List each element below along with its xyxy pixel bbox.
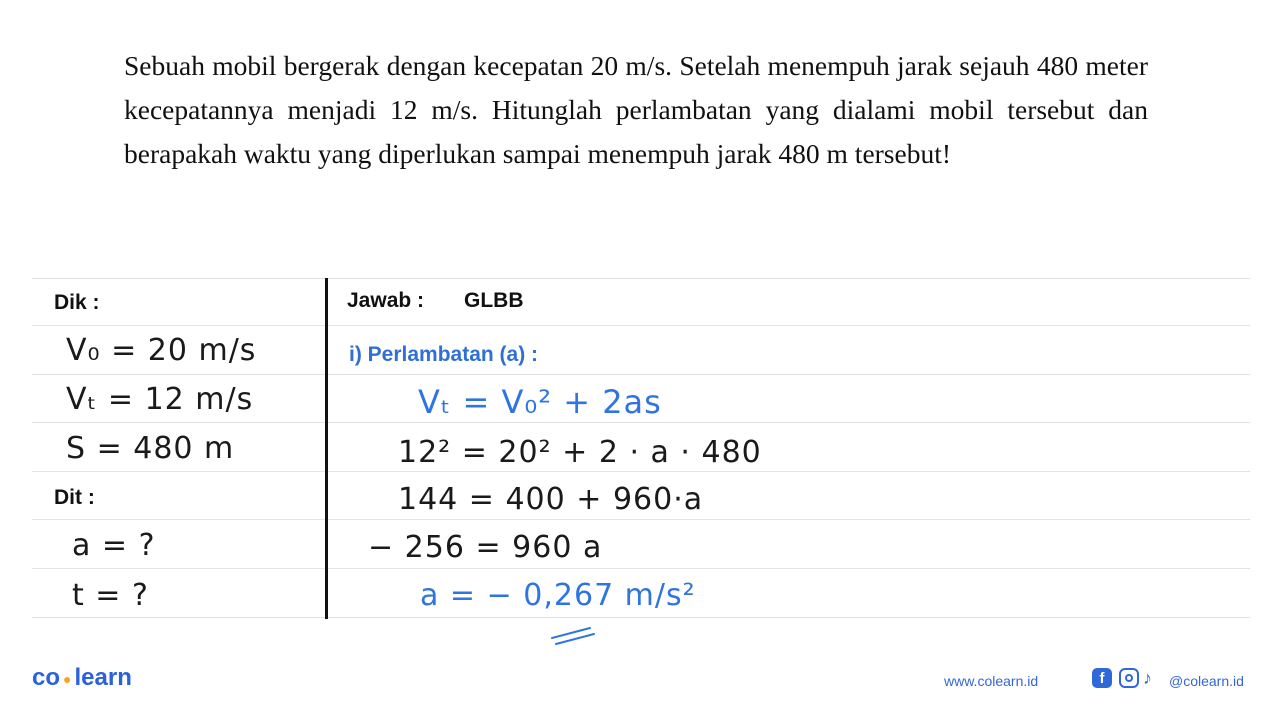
- logo-left-text: co: [32, 664, 61, 691]
- table-rule: [32, 325, 1250, 326]
- instagram-icon[interactable]: [1119, 668, 1139, 688]
- asked-t: t = ?: [72, 578, 149, 613]
- formula-step-2: 12² = 20² + 2 · a · 480: [398, 435, 762, 470]
- logo-dot-icon: ●: [63, 670, 72, 687]
- known-label: Dik :: [54, 291, 100, 314]
- formula-step-3: 144 = 400 + 960·a: [398, 482, 704, 517]
- table-rule: [32, 278, 1250, 279]
- asked-label: Dit :: [54, 486, 95, 509]
- table-rule: [32, 617, 1250, 618]
- asked-a: a = ?: [72, 528, 156, 563]
- formula-step-4: − 256 = 960 a: [368, 530, 603, 565]
- answer-label: Jawab :: [347, 289, 425, 312]
- tiktok-icon[interactable]: ♪: [1143, 668, 1152, 688]
- part-i-label: i) Perlambatan (a) :: [349, 343, 539, 366]
- formula-step-1: Vₜ = V₀² + 2as: [418, 383, 662, 421]
- table-rule: [32, 519, 1250, 520]
- colearn-logo[interactable]: [32, 664, 132, 692]
- known-s: S = 480 m: [66, 431, 235, 466]
- table-rule: [32, 422, 1250, 423]
- table-rule: [32, 374, 1250, 375]
- logo-right-text: learn: [74, 664, 132, 691]
- website-link[interactable]: www.colearn.id: [944, 673, 1039, 689]
- column-divider: [325, 278, 328, 619]
- facebook-icon[interactable]: f: [1092, 668, 1112, 688]
- table-rule: [32, 471, 1250, 472]
- double-underline-mark: [548, 620, 598, 650]
- table-rule: [32, 568, 1250, 569]
- social-handle[interactable]: @colearn.id: [1169, 673, 1244, 689]
- formula-result: a = − 0,267 m/s²: [420, 578, 696, 613]
- problem-statement: Sebuah mobil bergerak dengan kecepatan 20 m/s. Setelah menempuh jarak sejauh 480 meter kecepatannya menjadi 12 m/s. Hitunglah perlambatan yang dialami mobil tersebut dan berapakah waktu yang diperlukan sampai menempuh jarak 480 m tersebut!: [124, 50, 1148, 169]
- answer-method: GLBB: [464, 289, 524, 312]
- known-vt: Vₜ = 12 m/s: [66, 382, 254, 417]
- known-v0: V₀ = 20 m/s: [66, 333, 257, 368]
